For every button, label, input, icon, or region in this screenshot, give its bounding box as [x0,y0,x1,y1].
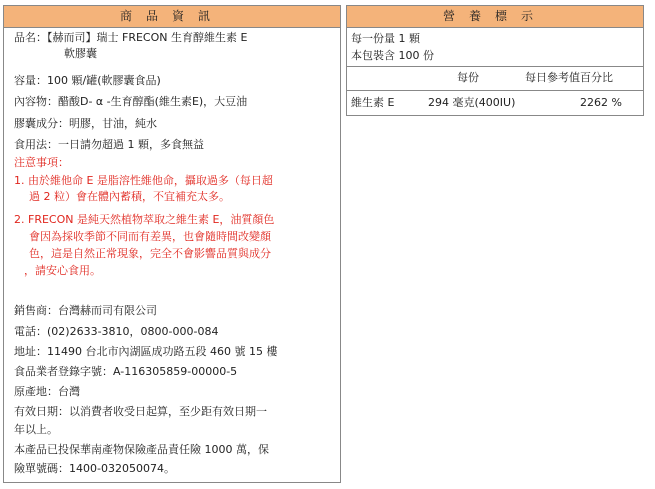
expiry-line-1: 有效日期：以消費者收受日起算，至少距有效日期一 [14,405,267,418]
registration-line: 食品業者登錄字號：A-116305859-00000-5 [14,365,238,378]
product-name-line: 品名：【赫而司】瑞士 FRECON 生育醇維生素 E [14,31,248,44]
product-info-header: 商品資訊 [4,6,340,28]
capacity-line: 容量：100 顆/罐(軟膠囊食品) [14,74,161,87]
phone-line: 電話：(02)2633-3810，0800-000-084 [14,325,219,338]
note-2-line-3: 色，這是自然正常現象，完全不會影響品質與成分 [29,247,271,260]
seller-line: 銷售商：台灣赫而司有限公司 [14,304,157,317]
address-line: 地址：11490 台北市內湖區成功路五段 460 號 15 樓 [14,345,278,358]
contents-line: 內容物：醋酸D- α -生育醇酯(維生素E)，大豆油 [14,95,248,108]
nutrient-amount: 294 毫克(400IU) [428,96,516,109]
expiry-line-2: 年以上。 [14,423,58,436]
nutrition-panel [346,5,644,116]
insurance-line-1: 本產品已投保華南產物保險產品責任險 1000 萬，保 [14,443,269,456]
per-serving-header: 每份 [457,71,479,84]
note-1-line-1: 1. 由於維他命 E 是脂溶性維他命，攝取過多（每日超 [14,174,273,187]
note-2-line-1: 2. FRECON 是純天然植物萃取之維生素 E，油質顏色 [14,213,275,226]
daily-value-header: 每日參考值百分比 [525,71,613,84]
origin-line: 原產地：台灣 [14,385,80,398]
product-info-panel [3,5,341,483]
servings-per-pack: 本包裝含 100 份 [351,49,434,62]
nutrition-divider [347,66,643,67]
capsule-ingredients-line: 膠囊成分：明膠，甘油，純水 [14,117,157,130]
nutrient-percent: 2262 % [580,96,622,109]
usage-line: 食用法：一日請勿超過 1 顆，多食無益 [14,138,204,151]
note-2-line-2: 會因為採收季節不同而有差異，也會隨時間改變顏 [29,230,271,243]
nutrient-name: 維生素 E [351,96,395,109]
nutrition-divider [347,90,643,91]
note-1-line-2: 過 2 粒）會在體內蓄積，不宜補充太多。 [29,190,230,203]
nutrition-header: 營養標示 [347,6,643,28]
serving-size: 每一份量 1 顆 [351,32,420,45]
insurance-line-2: 險單號碼：1400-032050074。 [14,462,175,475]
note-2-line-4: ，請安心食用。 [24,264,101,277]
product-name-line-cont: 軟膠囊 [64,47,97,60]
notes-title: 注意事項： [14,156,69,169]
